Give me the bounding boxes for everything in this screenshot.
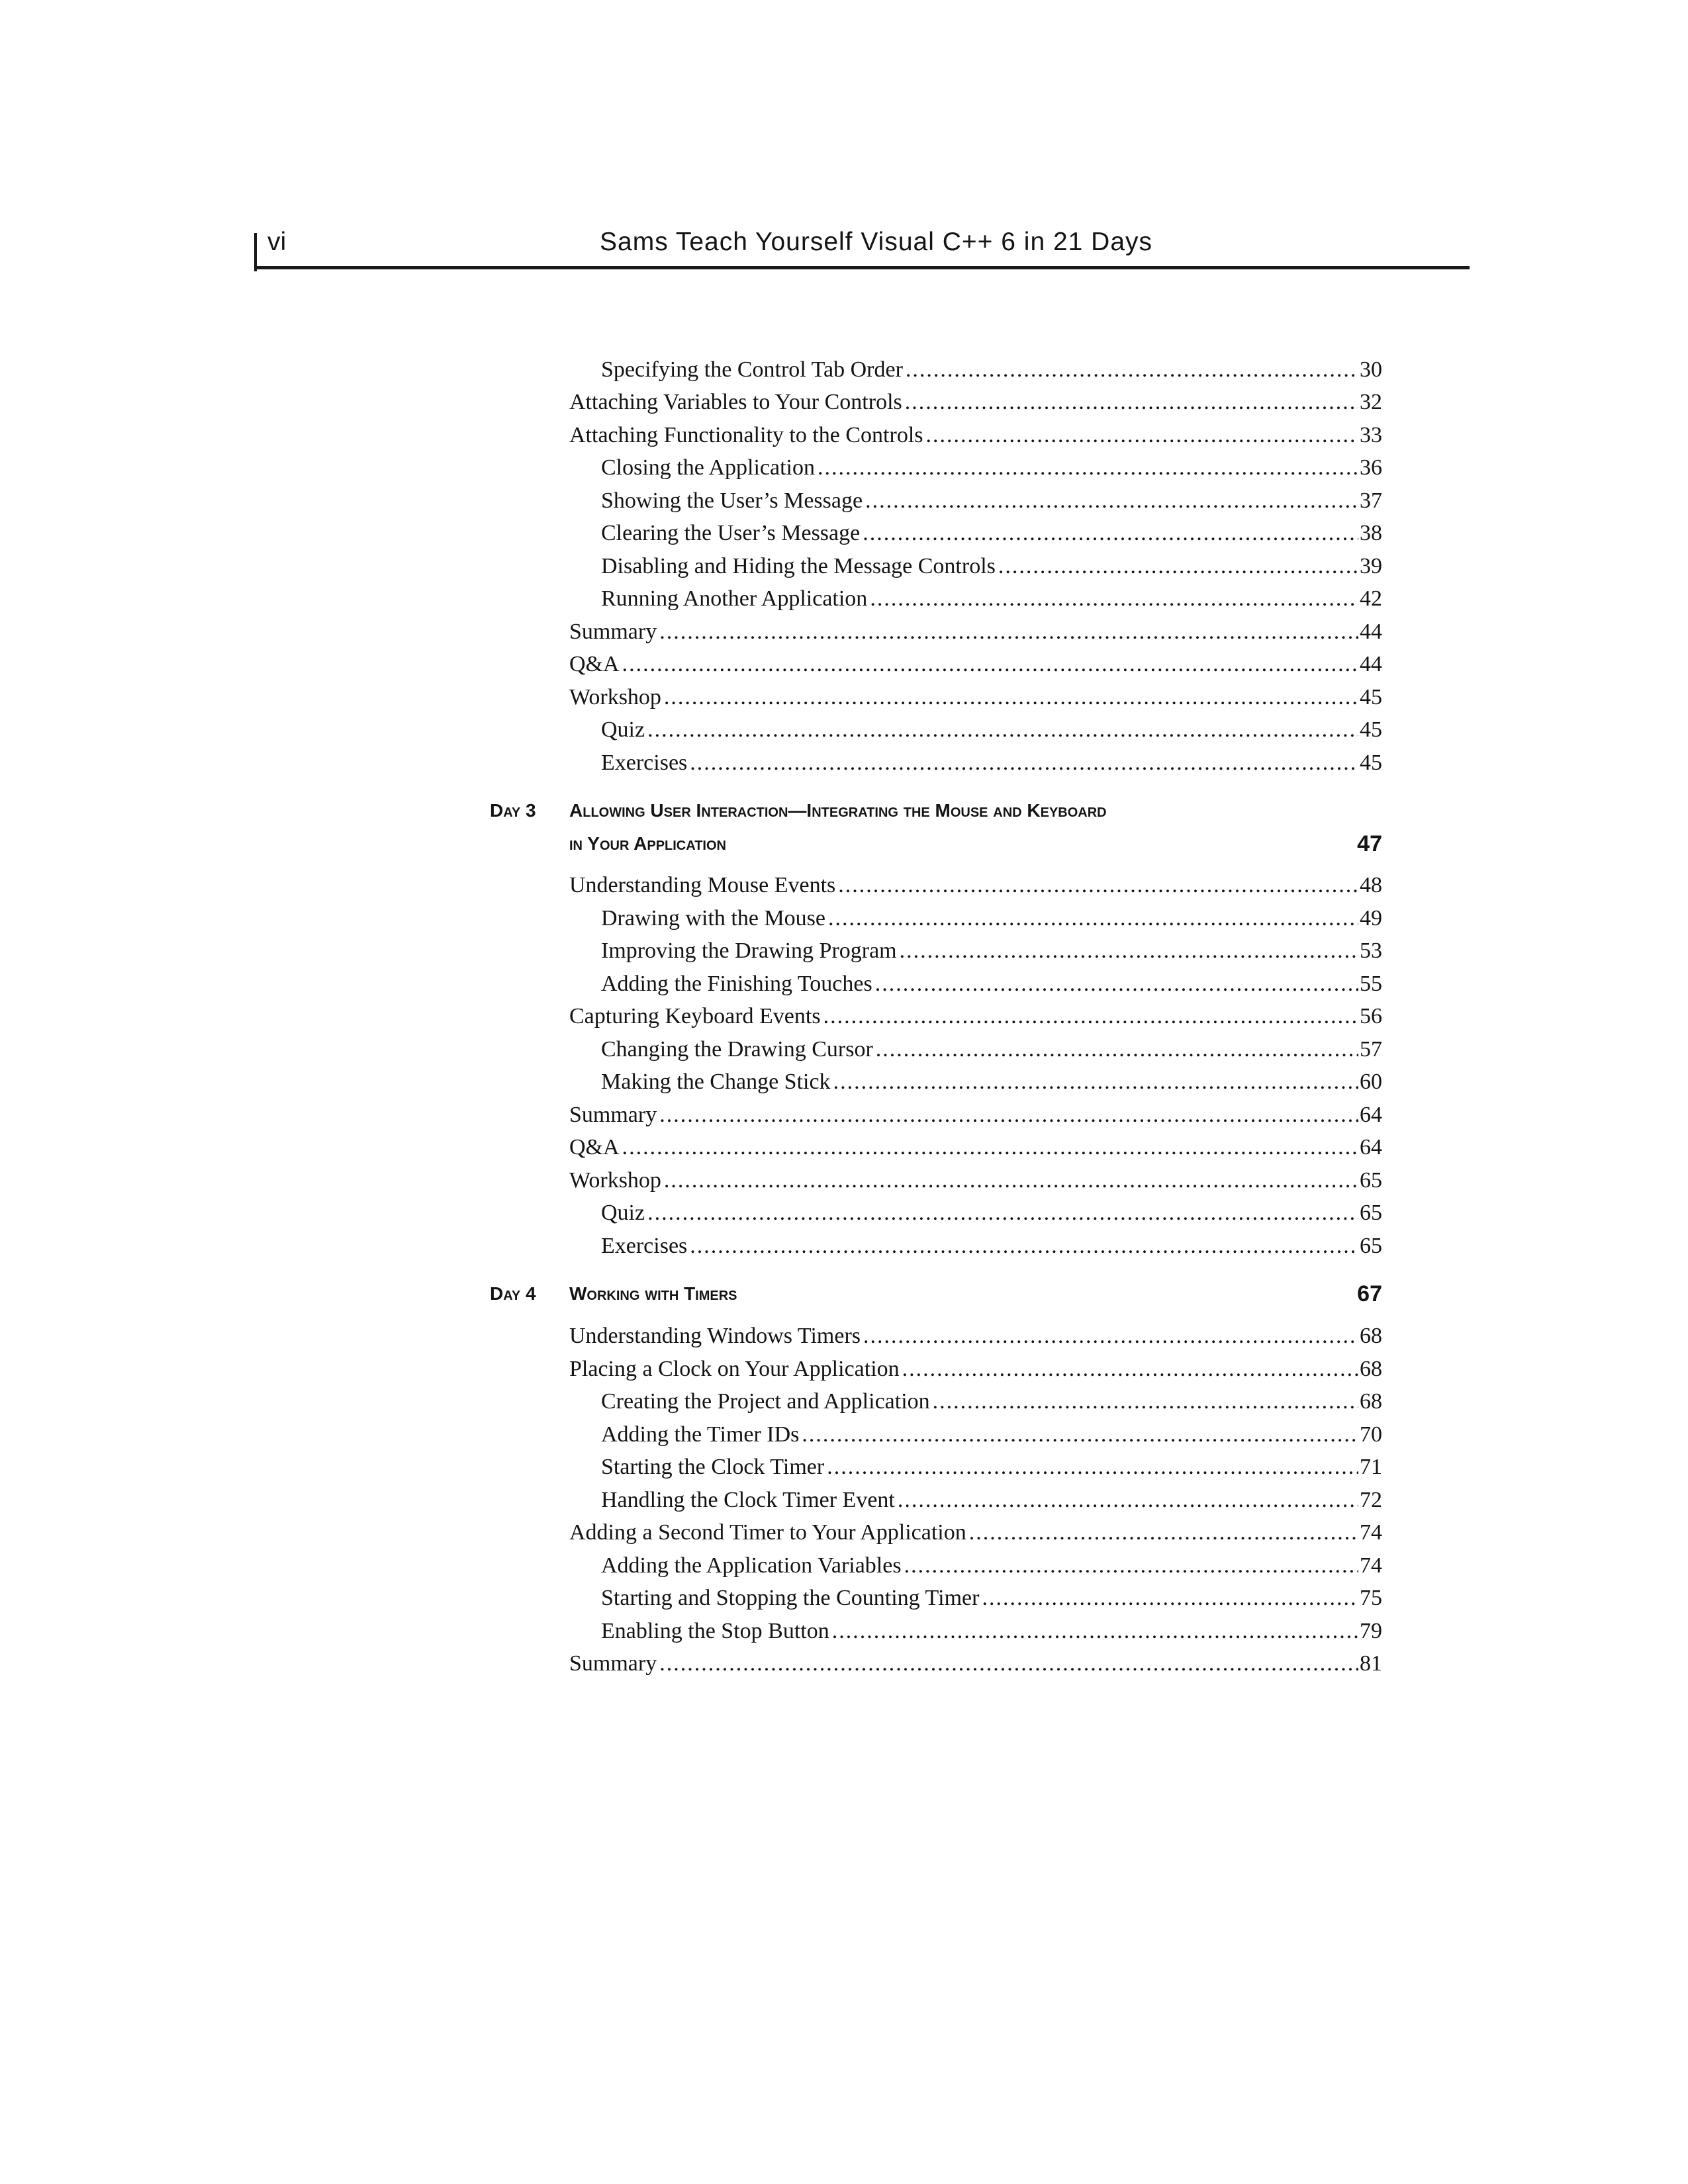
toc-entry-title: Attaching Variables to Your Controls <box>569 390 902 414</box>
toc-entry-page: 65 <box>1360 1168 1382 1193</box>
toc-entry-page: 74 <box>1360 1553 1382 1578</box>
toc-leader-dots <box>833 1066 1358 1098</box>
toc-entry <box>601 1550 1382 1582</box>
toc-entry-title: Handling the Clock Timer Event <box>601 1488 895 1512</box>
toc-leader-dots <box>647 714 1358 746</box>
toc-entry-title: Creating the Project and Application <box>601 1389 930 1414</box>
toc-leader-dots <box>905 387 1358 418</box>
toc-entry-title: Adding a Second Timer to Your Application <box>569 1520 966 1545</box>
toc-entry-page: 45 <box>1360 717 1382 742</box>
running-header <box>254 224 1470 271</box>
toc-entry-title: Summary <box>569 1651 657 1676</box>
toc-entry-page: 48 <box>1360 873 1382 897</box>
toc-entry-page: 70 <box>1360 1422 1382 1447</box>
toc-entry <box>569 1320 1382 1352</box>
toc-entry-title: Running Another Application <box>601 586 868 611</box>
toc-entry <box>569 1001 1382 1032</box>
toc-entry <box>601 1034 1382 1066</box>
toc-entry <box>569 1099 1382 1131</box>
toc-leader-dots <box>875 968 1358 1000</box>
toc-entry <box>569 387 1382 418</box>
toc-leader-dots <box>863 1320 1358 1352</box>
toc-leader-dots <box>870 583 1358 615</box>
toc-entry-page: 68 <box>1360 1357 1382 1381</box>
toc-leader-dots <box>664 1165 1358 1197</box>
toc-entry <box>601 551 1382 582</box>
toc-entry-page: 33 <box>1360 423 1382 447</box>
toc-entry-title: Improving the Drawing Program <box>601 938 897 963</box>
toc-leader-dots <box>647 1197 1358 1229</box>
toc-entry-title: Capturing Keyboard Events <box>569 1004 821 1028</box>
book-title: Sams Teach Yourself Visual C++ 6 in 21 Days <box>600 228 1153 256</box>
toc-leader-dots <box>838 870 1358 901</box>
toc-entry-title: Understanding Windows Timers <box>569 1324 861 1348</box>
toc-entry <box>601 1197 1382 1229</box>
toc-entry <box>601 452 1382 484</box>
toc-leader-dots <box>823 1001 1358 1032</box>
toc-entry-page: 36 <box>1360 455 1382 480</box>
toc-leader-dots <box>865 485 1358 517</box>
toc-entry-title: Making the Change Stick <box>601 1069 831 1094</box>
toc-entry-page: 49 <box>1360 906 1382 931</box>
toc-leader-dots <box>659 1099 1358 1131</box>
toc-entry-page: 65 <box>1360 1201 1382 1225</box>
toc-leader-dots <box>904 1550 1358 1582</box>
toc-entry-title: Specifying the Control Tab Order <box>601 357 903 382</box>
toc-entry-page: 45 <box>1360 751 1382 775</box>
toc-entry-page: 60 <box>1360 1069 1382 1094</box>
toc-leader-dots <box>659 1648 1358 1680</box>
toc-leader-dots <box>690 747 1358 779</box>
toc-entry-page: 42 <box>1360 586 1382 611</box>
day-3-title-line-1: Allowing User Interaction—Integrating the Mouse and Keyboard <box>569 800 1107 821</box>
toc-entry-title: Disabling and Hiding the Message Controls <box>601 554 996 578</box>
page-folio: vi <box>267 228 287 256</box>
toc-entry-title: Understanding Mouse Events <box>569 873 836 897</box>
toc-leader-dots <box>900 935 1358 967</box>
toc-entry <box>569 1132 1382 1163</box>
toc-leader-dots <box>622 1132 1358 1163</box>
toc-entry-title: Starting the Clock Timer <box>601 1455 825 1479</box>
toc-entry-title: Adding the Application Variables <box>601 1553 902 1578</box>
toc-entry <box>569 1517 1382 1549</box>
toc-entry-page: 57 <box>1360 1037 1382 1062</box>
toc-entry <box>601 1386 1382 1418</box>
toc-entry-title: Attaching Functionality to the Controls <box>569 423 923 447</box>
toc-entry <box>601 583 1382 615</box>
toc-entry-page: 71 <box>1360 1455 1382 1479</box>
toc-entry-page: 44 <box>1360 652 1382 676</box>
toc-leader-dots <box>906 354 1358 386</box>
toc-entry-title: Q&A <box>569 1135 620 1160</box>
toc-entry-title: Quiz <box>601 1201 645 1225</box>
toc-leader-dots <box>622 649 1358 680</box>
toc-entry <box>601 747 1382 779</box>
toc-entry-title: Adding the Timer IDs <box>601 1422 800 1447</box>
toc-entry-title: Workshop <box>569 1168 661 1193</box>
toc-entry-title: Showing the User’s Message <box>601 488 863 513</box>
toc-entry-page: 53 <box>1360 938 1382 963</box>
toc-entry <box>569 1353 1382 1385</box>
toc-entry-page: 75 <box>1360 1586 1382 1610</box>
toc-entry-title: Exercises <box>601 751 688 775</box>
toc-entry-page: 30 <box>1360 357 1382 382</box>
toc-entry-page: 65 <box>1360 1234 1382 1258</box>
toc-entry <box>601 518 1382 549</box>
toc-entry-title: Exercises <box>601 1234 688 1258</box>
toc-entry-page: 81 <box>1360 1651 1382 1676</box>
toc-entry-title: Closing the Application <box>601 455 815 480</box>
toc-entry <box>601 903 1382 934</box>
toc-leader-dots <box>828 903 1358 934</box>
toc-entry-page: 44 <box>1360 619 1382 644</box>
toc-leader-dots <box>659 616 1358 648</box>
toc-entry-title: Workshop <box>569 685 661 709</box>
toc-entry-page: 64 <box>1360 1135 1382 1160</box>
toc-leader-dots <box>969 1517 1358 1549</box>
toc-entry-page: 68 <box>1360 1389 1382 1414</box>
toc-entry <box>601 485 1382 517</box>
toc-entry-page: 64 <box>1360 1103 1382 1127</box>
day-3-label: Day 3 <box>490 800 536 821</box>
toc-leader-dots <box>802 1419 1358 1451</box>
toc-entry <box>569 682 1382 713</box>
day-4-label: Day 4 <box>490 1283 536 1304</box>
toc-leader-dots <box>898 1484 1358 1516</box>
toc-entry-title: Starting and Stopping the Counting Timer <box>601 1586 980 1610</box>
toc-leader-dots <box>926 420 1358 451</box>
toc-entry <box>601 714 1382 746</box>
toc-entry-page: 56 <box>1360 1004 1382 1028</box>
day-3-title-line-2: in Your Application <box>569 833 726 854</box>
toc-entry-page: 45 <box>1360 685 1382 709</box>
toc-leader-dots <box>818 452 1358 484</box>
toc-entry <box>601 1484 1382 1516</box>
toc-entry <box>601 1419 1382 1451</box>
toc-leader-dots <box>982 1582 1358 1614</box>
toc-entry <box>601 935 1382 967</box>
toc-leader-dots <box>876 1034 1358 1066</box>
toc-entry-title: Q&A <box>569 652 620 676</box>
toc-entry-page: 72 <box>1360 1488 1382 1512</box>
toc-entry <box>601 1230 1382 1262</box>
toc-entry <box>569 1165 1382 1197</box>
toc-entry-title: Enabling the Stop Button <box>601 1619 829 1643</box>
toc-entry <box>569 649 1382 680</box>
toc-entry <box>601 354 1382 386</box>
toc-entry <box>601 1615 1382 1647</box>
toc-entry <box>601 1582 1382 1614</box>
toc-leader-dots <box>690 1230 1358 1262</box>
toc-entry-title: Quiz <box>601 717 645 742</box>
toc-entry-page: 68 <box>1360 1324 1382 1348</box>
toc-entry-page: 74 <box>1360 1520 1382 1545</box>
toc-entry-title: Clearing the User’s Message <box>601 521 861 545</box>
toc-entry-title: Placing a Clock on Your Application <box>569 1357 900 1381</box>
toc-entry <box>569 870 1382 901</box>
toc-entry-title: Adding the Finishing Touches <box>601 972 872 996</box>
toc-entry-title: Changing the Drawing Cursor <box>601 1037 873 1062</box>
toc-leader-dots <box>832 1615 1358 1647</box>
toc-entry <box>601 1066 1382 1098</box>
toc-leader-dots <box>933 1386 1358 1418</box>
toc-entry-page: 55 <box>1360 972 1382 996</box>
toc-entry-page: 37 <box>1360 488 1382 513</box>
toc-entry-page: 32 <box>1360 390 1382 414</box>
day-4-page: 67 <box>1357 1281 1382 1306</box>
toc-leader-dots <box>902 1353 1358 1385</box>
toc-entry <box>601 968 1382 1000</box>
toc-entry-title: Summary <box>569 1103 657 1127</box>
toc-entry <box>569 616 1382 648</box>
header-rule <box>254 266 1470 269</box>
toc-leader-dots <box>827 1451 1358 1483</box>
toc-leader-dots <box>664 682 1358 713</box>
toc-entry <box>601 1451 1382 1483</box>
day-4-title: Working with Timers <box>569 1283 737 1304</box>
toc-entry-page: 38 <box>1360 521 1382 545</box>
toc-entry-title: Summary <box>569 619 657 644</box>
toc-entry <box>569 1648 1382 1680</box>
toc-leader-dots <box>998 551 1358 582</box>
toc-entry-page: 79 <box>1360 1619 1382 1643</box>
toc-entry <box>569 420 1382 451</box>
toc-leader-dots <box>863 518 1358 549</box>
toc-entry-page: 39 <box>1360 554 1382 578</box>
day-3-page: 47 <box>1357 831 1382 856</box>
toc-entry-title: Drawing with the Mouse <box>601 906 826 931</box>
